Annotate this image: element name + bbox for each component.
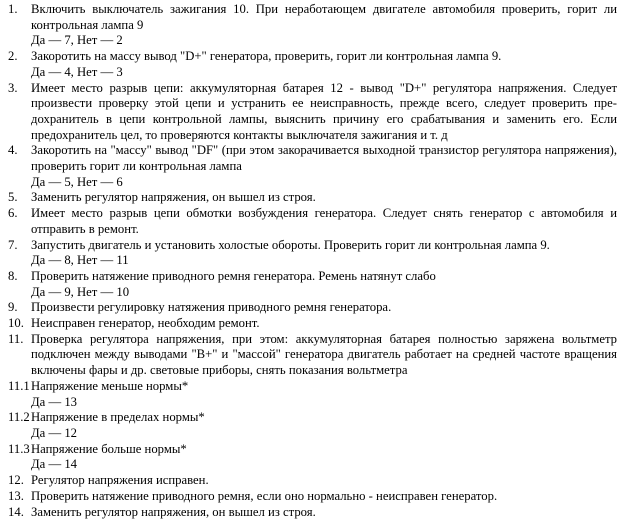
item-text: Проверка регулятора напряжения, при этом: аккумуляторная батарея полностью заряжена вольтметр подключен между выводами "B+" и "массой" генератора двигатель работает на средней частоте вращения включены фары и др. световые приборы, снять показания вольтметра — [31, 331, 617, 378]
item-text: Напряжение больше нормы* — [31, 441, 187, 456]
item-answer: Да — 14 — [31, 457, 78, 472]
list-item — [8, 410, 617, 441]
item-number: 5. — [8, 190, 18, 205]
item-number: 11.1 — [8, 378, 30, 393]
list-item — [8, 143, 617, 190]
list-item — [8, 442, 617, 473]
item-text: Имеет место разрыв цепи обмотки возбуждения генератора. Следует снять генератор с автомобиля и отправить в ремонт. — [31, 206, 617, 236]
item-text: Закоротить на "массу" вывод "DF" (при этом закорачивается выходной транзистор регулятора напряжения), проверить горит ли контрольная лампа — [31, 143, 617, 174]
list-item — [8, 332, 617, 379]
item-number: 14. — [8, 504, 24, 519]
list-item — [8, 206, 617, 237]
item-text: Запустить двигатель и установить холостые обороты. Проверить горит ли контрольная лампа 9. — [31, 237, 550, 252]
item-number: 3. — [8, 80, 18, 95]
item-number: 9. — [8, 300, 18, 315]
item-answer: Да — 9, Нет — 10 — [31, 284, 130, 299]
item-number: 10. — [8, 316, 24, 331]
item-text: Проверить натяжение приводного ремня, если оно нормально - неисправен генератор. — [31, 488, 498, 503]
item-text: Произвести регулировку натяжения приводного ремня генератора. — [31, 300, 392, 315]
item-text: Включить выключатель зажигания 10. При неработающем двигателе автомобиля проверить, горит ли контрольная лампа 9 — [31, 2, 617, 32]
item-text: Заменить регулятор напряжения, он вышел из строя. — [31, 504, 316, 519]
list-item — [8, 190, 617, 206]
item-text: Неисправен генератор, необходим ремонт. — [31, 316, 260, 331]
item-number: 12. — [8, 473, 24, 488]
item-number: 11.2 — [8, 410, 30, 425]
item-answer: Да — 12 — [31, 425, 78, 440]
item-text: Заменить регулятор напряжения, он вышел из строя. — [31, 190, 316, 205]
list-item — [8, 81, 617, 144]
item-number: 1. — [8, 2, 18, 16]
item-answer: Да — 4, Нет — 3 — [31, 64, 123, 79]
item-answer: Да — 7, Нет — 2 — [31, 33, 123, 48]
item-number: 4. — [8, 143, 18, 158]
item-text: Напряжение в пределах нормы* — [31, 410, 205, 425]
item-number: 13. — [8, 488, 24, 503]
list-item — [8, 300, 617, 316]
list-item — [8, 269, 617, 300]
item-text: Имеет место разрыв цепи: аккумуляторная батарея 12 - вывод "D+" регулятора напряжения. Следует произвести проверку этой цепи и устранить ее неисправность, прежде всего, следует проверить предохранитель в цепи контрольной лампы, выяснить причину его срабатывания и заменить его. Если предохранитель цел, то проверяются контакты выключателя зажигания и т. д — [31, 80, 617, 142]
item-number: 8. — [8, 268, 18, 283]
item-answer: Да — 5, Нет — 6 — [31, 174, 123, 189]
item-text: Закоротить на массу вывод "D+" генератора, проверить, горит ли контрольная лампа 9. — [31, 49, 502, 64]
item-text: Проверить натяжение приводного ремня генератора. Ремень натянут слабо — [31, 268, 436, 283]
list-item — [8, 473, 617, 489]
item-number: 11. — [8, 331, 24, 346]
item-number: 2. — [8, 49, 18, 64]
item-text: Регулятор напряжения исправен. — [31, 473, 209, 488]
list-item — [8, 49, 617, 80]
item-answer: Да — 8, Нет — 11 — [31, 253, 129, 268]
item-text: Напряжение меньше нормы* — [31, 378, 189, 393]
list-item — [8, 379, 617, 410]
item-number: 7. — [8, 237, 18, 252]
item-number: 11.3 — [8, 441, 30, 456]
list-item — [8, 316, 617, 332]
list-item — [8, 489, 617, 505]
list-item — [8, 505, 617, 521]
list-item — [8, 2, 617, 49]
item-number: 6. — [8, 206, 18, 221]
list-item — [8, 238, 617, 269]
item-answer: Да — 13 — [31, 394, 78, 409]
